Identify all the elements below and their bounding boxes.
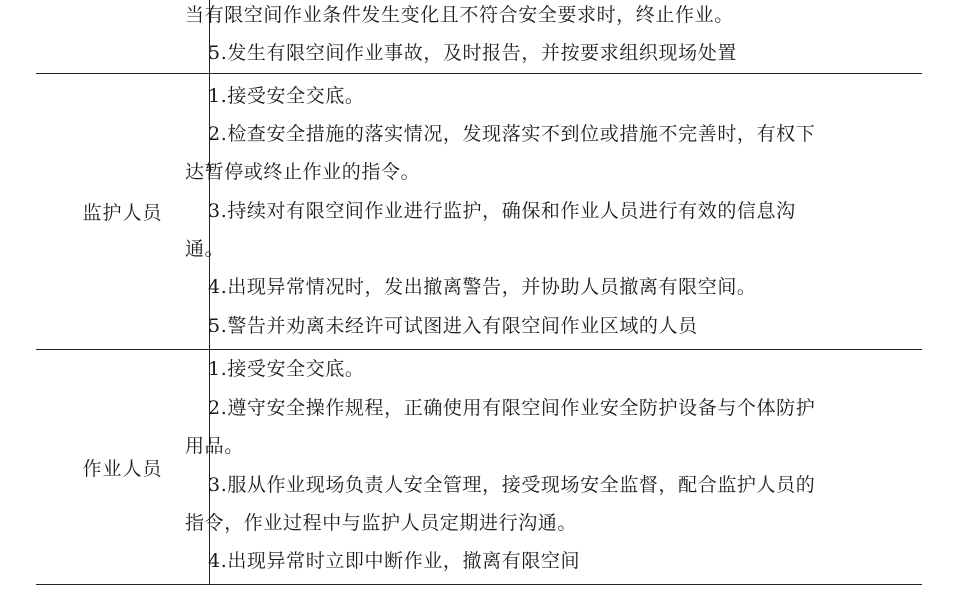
duty-line: 5.发生有限空间作业事故，及时报告，并按要求组织现场处置	[208, 42, 737, 64]
duty-cell-continued	[185, 0, 922, 73]
duty-line: 2.遵守安全操作规程，正确使用有限空间作业安全防护设备与个体防护	[208, 397, 816, 419]
duty-line: 达暂停或终止作业的指令。	[185, 161, 421, 183]
duty-cell-worker	[185, 350, 922, 584]
duty-line: 1.接受安全交底。	[208, 358, 365, 380]
duty-line: 3.持续对有限空间作业进行监护，确保和作业人员进行有效的信息沟	[208, 200, 796, 222]
table-row-worker	[36, 350, 922, 585]
duty-line: 3.服从作业现场负责人安全管理，接受现场安全监督，配合监护人员的	[208, 474, 816, 496]
role-cell-empty	[36, 0, 210, 73]
duty-line: 1.接受安全交底。	[208, 85, 365, 107]
role-cell-guard: 监护人员	[36, 74, 210, 349]
table-row-continued	[36, 0, 922, 74]
duty-line: 5.警告并劝离未经许可试图进入有限空间作业区域的人员	[208, 315, 698, 337]
duty-line: 4.出现异常时立即中断作业，撤离有限空间	[208, 550, 581, 572]
duty-line: 用品。	[185, 435, 244, 457]
duty-line: 通。	[185, 238, 225, 260]
duty-line: 4.出现异常情况时，发出撤离警告，并协助人员撤离有限空间。	[208, 276, 757, 298]
duty-line: 2.检查安全措施的落实情况，发现落实不到位或措施不完善时，有权下	[208, 123, 816, 145]
table-row-guard	[36, 74, 922, 350]
duties-table	[36, 0, 922, 585]
duty-line: 当有限空间作业条件发生变化且不符合安全要求时，终止作业。	[185, 4, 734, 26]
role-cell-worker: 作业人员	[36, 350, 210, 584]
duty-line: 指令，作业过程中与监护人员定期进行沟通。	[185, 512, 578, 534]
duty-cell-guard	[185, 74, 922, 349]
